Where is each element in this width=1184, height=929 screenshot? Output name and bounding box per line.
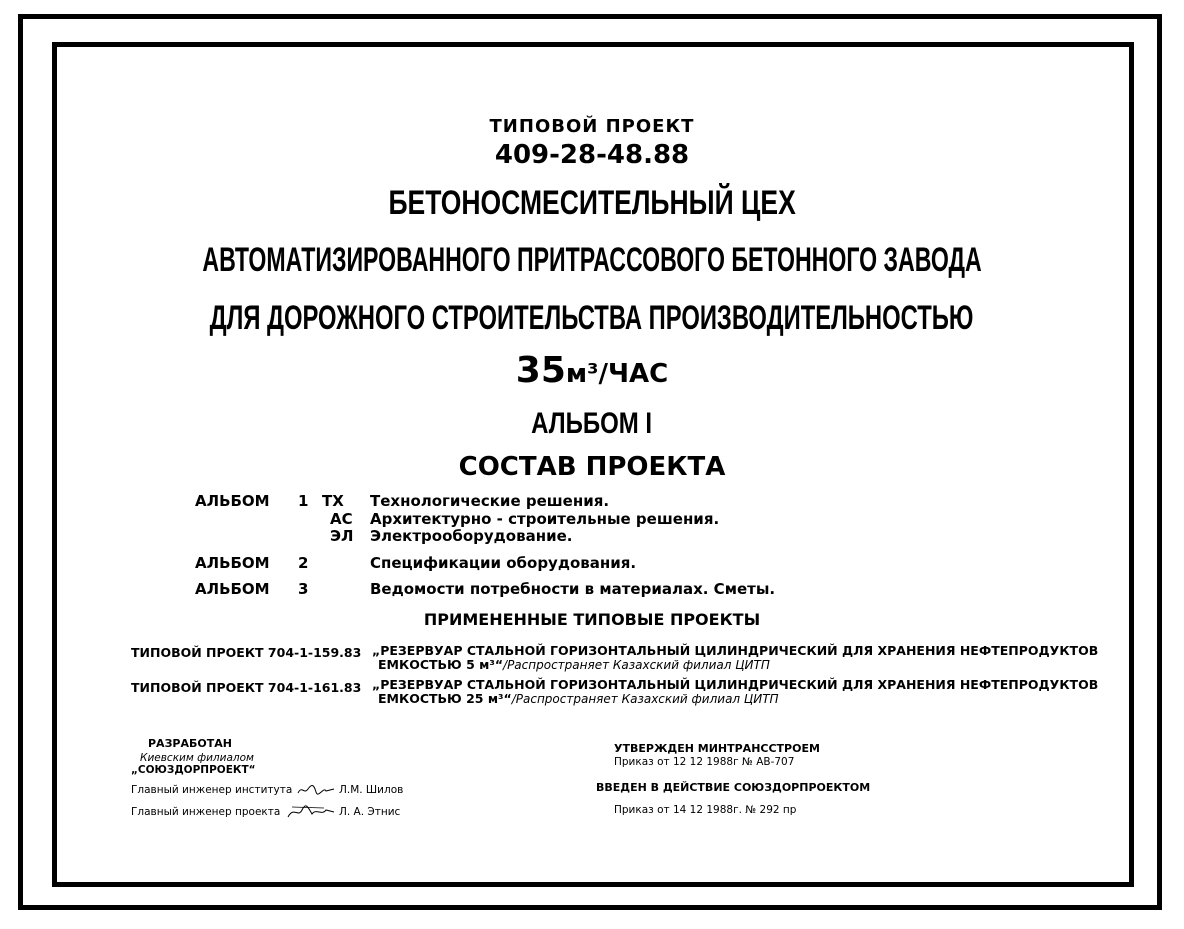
enacted-label: ВВЕДЕН В ДЕЙСТВИЕ СОЮЗДОРПРОЕКТОМ bbox=[596, 781, 871, 794]
comp-album-num: 1 bbox=[298, 492, 309, 510]
project-label: ТИПОВОЙ ПРОЕКТ bbox=[489, 116, 695, 137]
capacity-unit: м³/ЧАС bbox=[565, 359, 669, 389]
signature-icon bbox=[296, 783, 336, 797]
developed-org-line2: „СОЮЗДОРПРОЕКТ“ bbox=[131, 764, 256, 776]
comp-code: ЭЛ bbox=[330, 527, 354, 545]
comp-album-num: 2 bbox=[298, 554, 309, 572]
applied-desc-line1: „РЕЗЕРВУАР СТАЛЬНОЙ ГОРИЗОНТАЛЬНЫЙ ЦИЛИНДРИЧЕСКИЙ ДЛЯ ХРАНЕНИЯ НЕФТЕПРОДУКТОВ bbox=[372, 643, 1099, 658]
applied-ref: ТИПОВОЙ ПРОЕКТ 704-1-161.83 bbox=[131, 680, 362, 695]
comp-album-label: АЛЬБОМ bbox=[195, 580, 270, 598]
developed-org-line1: Киевским филиалом bbox=[140, 752, 254, 764]
title-line-2: АВТОМАТИЗИРОВАННОГО ПРИТРАССОВОГО БЕТОННОГО ЗАВОДА bbox=[202, 241, 982, 279]
signature-icon bbox=[284, 804, 336, 820]
capacity bbox=[0, 350, 1184, 391]
comp-album-num: 3 bbox=[298, 580, 309, 598]
comp-text: Архитектурно - строительные решения. bbox=[370, 510, 720, 528]
chief-project: Главный инженер проекта Л. А. Этнис bbox=[131, 806, 401, 818]
composition-heading: СОСТАВ ПРОЕКТА bbox=[458, 452, 726, 482]
comp-code: ТХ bbox=[322, 492, 344, 510]
developed-label: РАЗРАБОТАН bbox=[148, 737, 232, 750]
comp-text: Технологические решения. bbox=[370, 492, 610, 510]
applied-desc-line2: ЕМКОСТЬЮ 25 м³“/Распространяет Казахский филиал ЦИТП bbox=[378, 691, 779, 706]
comp-album-label: АЛЬБОМ bbox=[195, 554, 270, 572]
title-line-3: ДЛЯ ДОРОЖНОГО СТРОИТЕЛЬСТВА ПРОИЗВОДИТЕЛЬНОСТЬЮ bbox=[210, 299, 974, 337]
comp-code: АС bbox=[330, 510, 353, 528]
comp-text: Ведомости потребности в материалах. Сметы. bbox=[370, 580, 776, 598]
applied-note: /Распространяет Казахский филиал ЦИТП bbox=[511, 692, 779, 706]
enacted-order: Приказ от 14 12 1988г. № 292 пр bbox=[614, 804, 797, 816]
title-line-1: БЕТОНОСМЕСИТЕЛЬНЫЙ ЦЕХ bbox=[388, 184, 796, 222]
applied-desc-line1: „РЕЗЕРВУАР СТАЛЬНОЙ ГОРИЗОНТАЛЬНЫЙ ЦИЛИНДРИЧЕСКИЙ ДЛЯ ХРАНЕНИЯ НЕФТЕПРОДУКТОВ bbox=[372, 677, 1099, 692]
approved-order: Приказ от 12 12 1988г № АВ-707 bbox=[614, 756, 795, 768]
comp-text: Спецификации оборудования. bbox=[370, 554, 637, 572]
applied-heading: ПРИМЕНЕННЫЕ ТИПОВЫЕ ПРОЕКТЫ bbox=[423, 610, 761, 629]
capacity-value: 35 bbox=[515, 350, 566, 391]
applied-note: /Распространяет Казахский филиал ЦИТП bbox=[503, 658, 770, 672]
applied-ref: ТИПОВОЙ ПРОЕКТ 704-1-159.83 bbox=[131, 645, 362, 660]
comp-text: Электрооборудование. bbox=[370, 527, 573, 545]
project-number: 409-28-48.88 bbox=[494, 140, 690, 170]
approved-label: УТВЕРЖДЕН МИНТРАНССТРОЕМ bbox=[614, 742, 820, 755]
applied-desc-line2: ЕМКОСТЬЮ 5 м³“/Распространяет Казахский филиал ЦИТП bbox=[378, 657, 770, 672]
album-title: АЛЬБОМ I bbox=[531, 407, 653, 440]
chief-institute: Главный инженер института Л.М. Шилов bbox=[131, 784, 404, 796]
comp-album-label: АЛЬБОМ bbox=[195, 492, 270, 510]
